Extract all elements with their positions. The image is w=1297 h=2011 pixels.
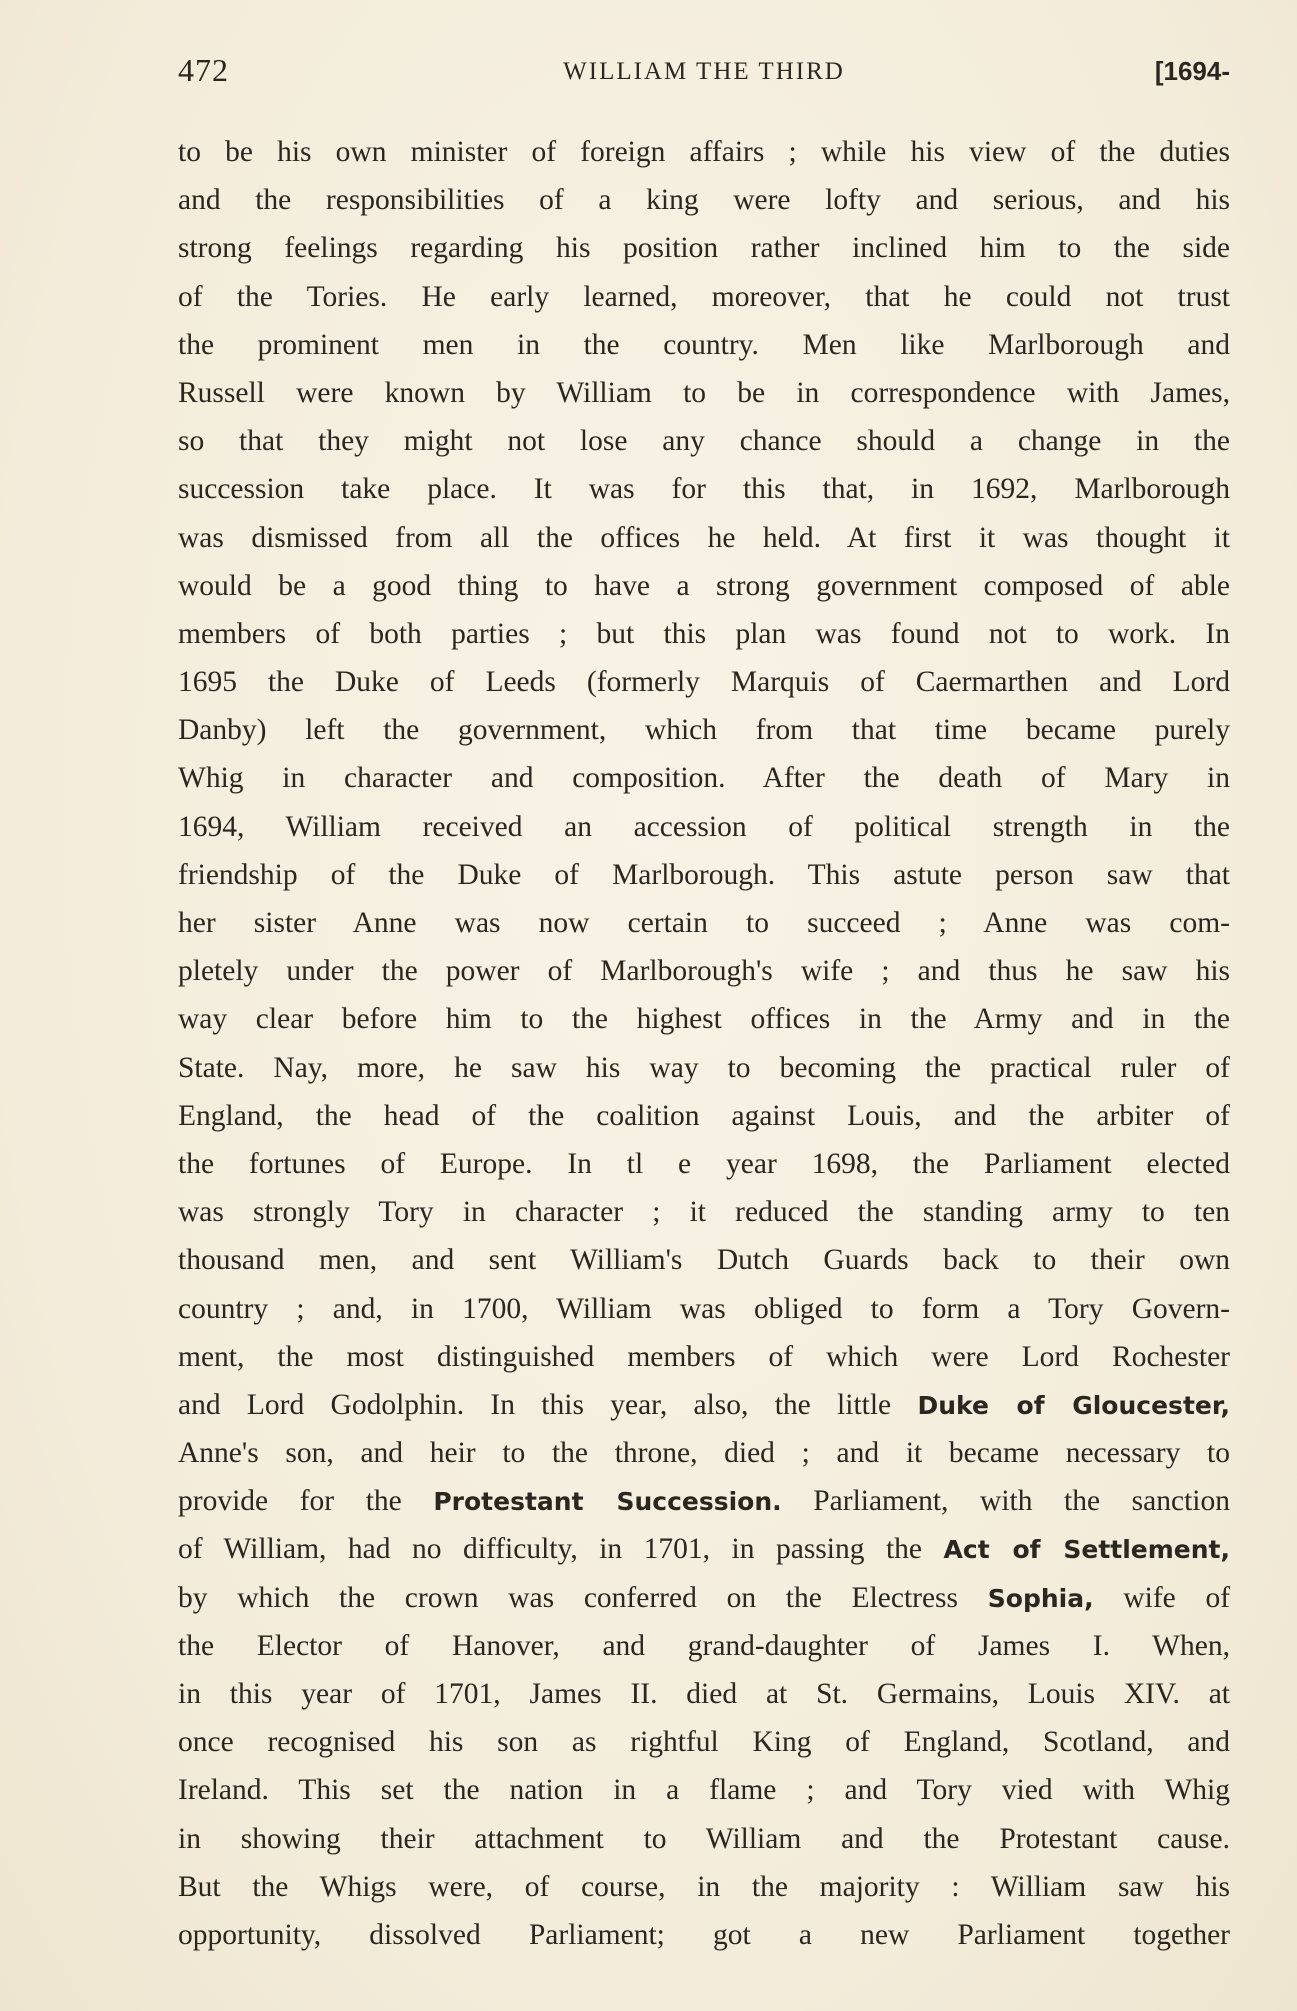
text-line: succession take place. It was for this that, in 1692, Marlborough: [178, 473, 1230, 506]
text-line: opportunity, dissolved Parliament; got a new Parliament together: [178, 1918, 1230, 1951]
text-line: [178, 1477, 1230, 1525]
text-line: But the Whigs were, of course, in the majority : William saw his: [178, 1870, 1230, 1903]
text-line: was dismissed from all the offices he held. At first it was thought it: [178, 521, 1230, 554]
text-line: way clear before him to the highest offices in the Army and in the: [178, 1003, 1230, 1036]
text-line: [178, 1381, 1230, 1429]
text-line: the Elector of Hanover, and grand-daughter of James I. When,: [178, 1629, 1230, 1662]
text-line: in this year of 1701, James II. died at St. Germains, Louis XIV. at: [178, 1678, 1230, 1710]
header-year: [1694-: [1154, 56, 1230, 86]
page-number: 472: [178, 52, 229, 88]
text-line: would be a good thing to have a strong government composed of able: [178, 569, 1230, 602]
text-line: strong feelings regarding his position rather inclined him to the side: [178, 232, 1230, 265]
body-text: [178, 128, 1230, 1959]
text-line: 1694, William received an accession of political strength in the: [178, 810, 1230, 843]
text-line: [178, 1525, 1230, 1573]
text-line: Russell were known by William to be in correspondence with James,: [178, 376, 1230, 409]
text-segment: by which the crown was conferred on the Electress: [178, 1581, 959, 1614]
running-head: WILLIAM THE THIRD: [563, 58, 845, 85]
text-segment: and Lord Godolphin. In this year, also, the little: [178, 1388, 892, 1421]
text-line: Danby) left the government, which from that time became purely: [178, 714, 1230, 747]
text-line: the fortunes of Europe. In tl e year 1698, the Parliament elected: [178, 1147, 1230, 1180]
text-segment: of William, had no difficulty, in 1701, in passing the: [178, 1533, 923, 1566]
text-line: once recognised his son as rightful King of England, Scotland, and: [178, 1726, 1230, 1759]
text-segment: provide for the: [178, 1485, 402, 1518]
text-line: State. Nay, more, he saw his way to becoming the practical ruler of: [178, 1051, 1230, 1084]
text-line: Whig in character and composition. After the death of Mary in: [178, 762, 1230, 795]
text-line: so that they might not lose any chance should a change in the: [178, 425, 1230, 458]
text-line: members of both parties ; but this plan was found not to work. In: [178, 617, 1230, 650]
text-line: friendship of the Duke of Marlborough. This astute person saw that: [178, 858, 1230, 891]
text-line: and the responsibilities of a king were lofty and serious, and his: [178, 184, 1230, 217]
text-line: country ; and, in 1700, William was obliged to form a Tory Govern-: [178, 1292, 1230, 1325]
text-line: 1695 the Duke of Leeds (formerly Marquis of Caermarthen and Lord: [178, 666, 1230, 699]
text-line: Anne's son, and heir to the throne, died ; and it became necessary to: [178, 1437, 1230, 1470]
text-line: to be his own minister of foreign affairs ; while his view of the duties: [178, 136, 1230, 168]
text-line: the prominent men in the country. Men like Marlborough and: [178, 328, 1230, 361]
text-line: thousand men, and sent William's Dutch Guards back to their own: [178, 1244, 1230, 1277]
text-line: ment, the most distinguished members of which were Lord Rochester: [178, 1340, 1230, 1373]
page-header: [178, 52, 1230, 96]
text-line: pletely under the power of Marlborough's wife ; and thus he saw his: [178, 955, 1230, 988]
bold-term-act-of-settlement: Act of Settlement,: [943, 1535, 1230, 1565]
text-line: of the Tories. He early learned, moreover, that he could not trust: [178, 280, 1230, 313]
bold-term-protestant-succession: Protestant Succession.: [433, 1487, 782, 1517]
text-line: [178, 1574, 1230, 1622]
text-segment: Parliament, with the sanction: [813, 1485, 1230, 1518]
text-segment: wife of: [1123, 1581, 1231, 1614]
bold-term-sophia: Sophia,: [987, 1583, 1094, 1613]
text-line: was strongly Tory in character ; it reduced the standing army to ten: [178, 1196, 1230, 1229]
text-line: Ireland. This set the nation in a flame ; and Tory vied with Whig: [178, 1774, 1230, 1807]
text-line: in showing their attachment to William and the Protestant cause.: [178, 1822, 1230, 1855]
text-line: England, the head of the coalition against Louis, and the arbiter of: [178, 1099, 1230, 1132]
text-line: her sister Anne was now certain to succeed ; Anne was com-: [178, 907, 1230, 939]
bold-term-duke-of-gloucester: Duke of Gloucester,: [917, 1390, 1230, 1420]
